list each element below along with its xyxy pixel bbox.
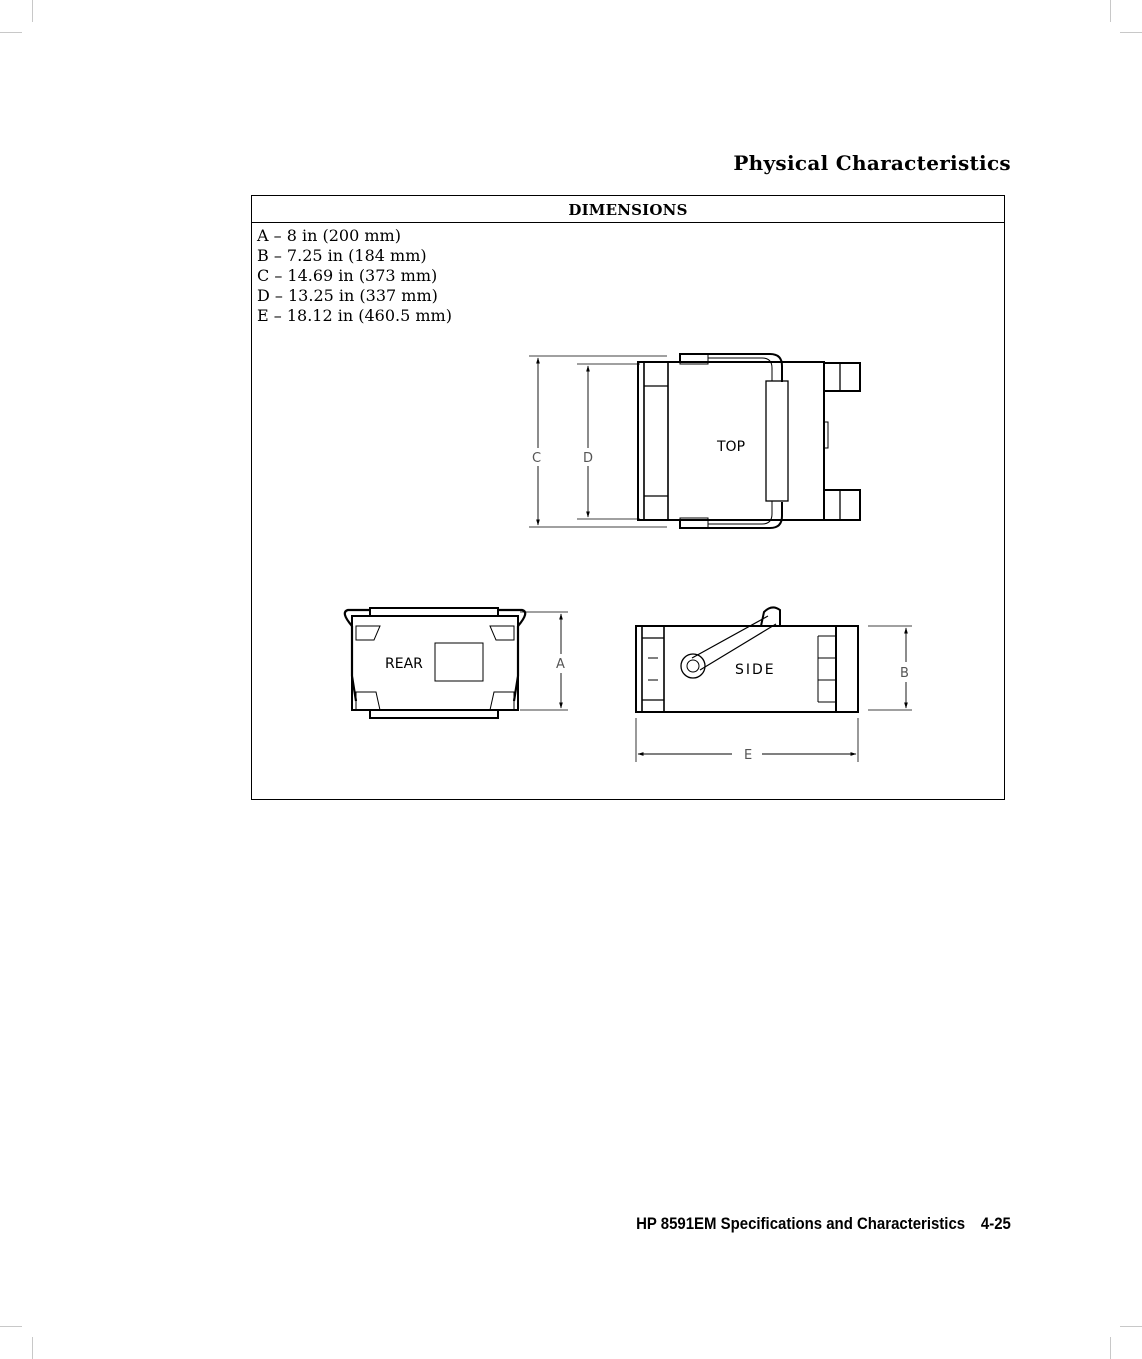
crop-mark bbox=[32, 0, 33, 22]
dimension-b: B – 7.25 in (184 mm) bbox=[257, 246, 427, 265]
crop-mark bbox=[0, 1326, 22, 1327]
dimension-drawing bbox=[252, 196, 1004, 799]
dim-e-label: E bbox=[744, 748, 753, 763]
page-number: 4-25 bbox=[981, 1214, 1011, 1233]
section-title: Physical Characteristics bbox=[733, 151, 1011, 175]
crop-mark bbox=[1110, 1337, 1111, 1359]
top-view bbox=[529, 354, 860, 528]
rear-view-label: REAR bbox=[385, 656, 423, 672]
crop-mark bbox=[1120, 1326, 1142, 1327]
dimension-a: A – 8 in (200 mm) bbox=[257, 226, 401, 245]
crop-mark bbox=[0, 32, 22, 33]
dimension-c: C – 14.69 in (373 mm) bbox=[257, 266, 438, 285]
dimension-d: D – 13.25 in (337 mm) bbox=[257, 286, 438, 305]
dimensions-box bbox=[251, 195, 1005, 800]
rear-view bbox=[345, 608, 568, 718]
side-view bbox=[636, 607, 912, 762]
crop-mark bbox=[1110, 0, 1111, 22]
dim-d-label: D bbox=[583, 451, 594, 466]
crop-mark bbox=[1120, 32, 1142, 33]
dim-c-label: C bbox=[532, 451, 542, 466]
manual-title: HP 8591EM Specifications and Characteristics bbox=[636, 1214, 966, 1233]
dimensions-title: DIMENSIONS bbox=[252, 196, 1004, 223]
crop-mark bbox=[32, 1337, 33, 1359]
page-footer bbox=[636, 1214, 1011, 1234]
dim-a-label: A bbox=[556, 657, 565, 672]
top-view-label: TOP bbox=[717, 439, 746, 455]
dim-b-label: B bbox=[900, 666, 909, 681]
dimension-e: E – 18.12 in (460.5 mm) bbox=[257, 306, 452, 325]
side-view-label: SIDE bbox=[735, 662, 776, 678]
